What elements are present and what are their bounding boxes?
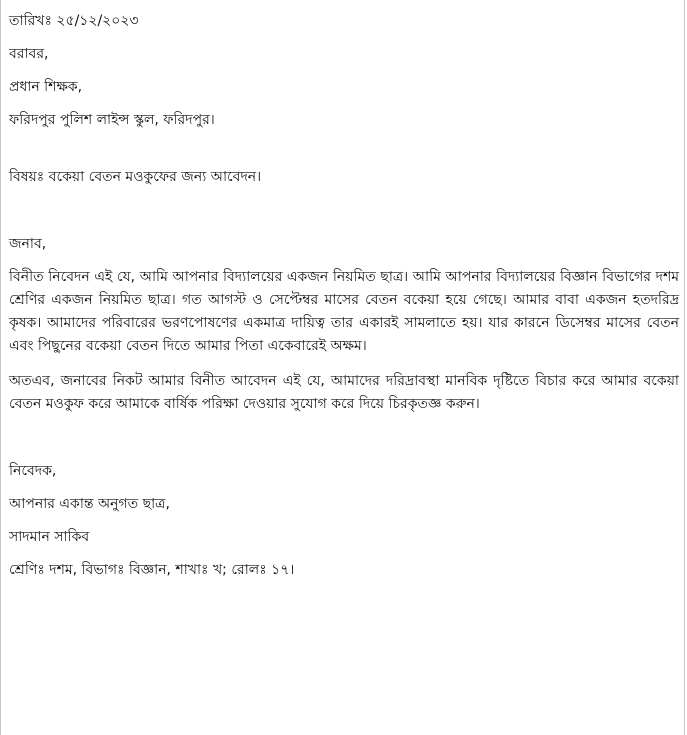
letter-to: বরাবর, xyxy=(9,46,49,62)
letter-body-paragraph-1: বিনীত নিবেদন এই যে, আমি আপনার বিদ্যালয়ের একজন নিয়মিত ছাত্র। আমি আপনার বিদ্যালয়ের বিজ্ঞান বিভাগের দশম শ্রেণির একজন নিয়মিত ছাত্র। গত আগস্ট ও সেপ্টেম্বর মাসের বেতন বকেয়া হয়ে গেছে। আমার বাবা একজন হতদরিদ্র কৃষক। আমাদের পরিবারের ভরণপোষণের একমাত্র দায়িত্ব তার একারই সামলাতে হয়। যার কারনে ডিসেম্বর মাসের বেতন এবং পিছুনের বকেয়া বেতন দিতে আমার পিতা একেবারেই অক্ষম। xyxy=(9,269,679,354)
letter-recipient: প্রধান শিক্ষক, xyxy=(9,79,83,95)
letter-content xyxy=(9,10,679,582)
letter-closing-line: আপনার একান্ত অনুগত ছাত্র, xyxy=(9,496,170,512)
letter-date: তারিখঃ ২৫/১২/২০২৩ xyxy=(9,13,139,29)
letter-sender-name: সাদমান সাকিব xyxy=(9,529,90,545)
letter-school: ফরিদপুর পুলিশ লাইন্স স্কুল, ফরিদপুর। xyxy=(9,112,215,128)
letter-sender-details: শ্রেণিঃ দশম, বিভাগঃ বিজ্ঞান, শাখাঃ খ; রোলঃ ১৭। xyxy=(9,562,295,578)
letter-closing: নিবেদক, xyxy=(9,463,57,479)
letter-salutation: জনাব, xyxy=(9,236,47,252)
letter-subject: বিষয়ঃ বকেয়া বেতন মওকুফের জন্য আবেদন। xyxy=(9,169,262,185)
letter-body-paragraph-2: অতএব, জনাবের নিকট আমার বিনীত আবেদন এই যে, আমাদের দরিদ্রাবস্থা মানবিক দৃষ্টিতে বিচার করে আমার বকেয়া বেতন মওকুফ করে আমাকে বার্ষিক পরিক্ষা দেওয়ার সুযোগ করে দিয়ে চিরকৃতজ্ঞ করুন। xyxy=(9,373,679,412)
